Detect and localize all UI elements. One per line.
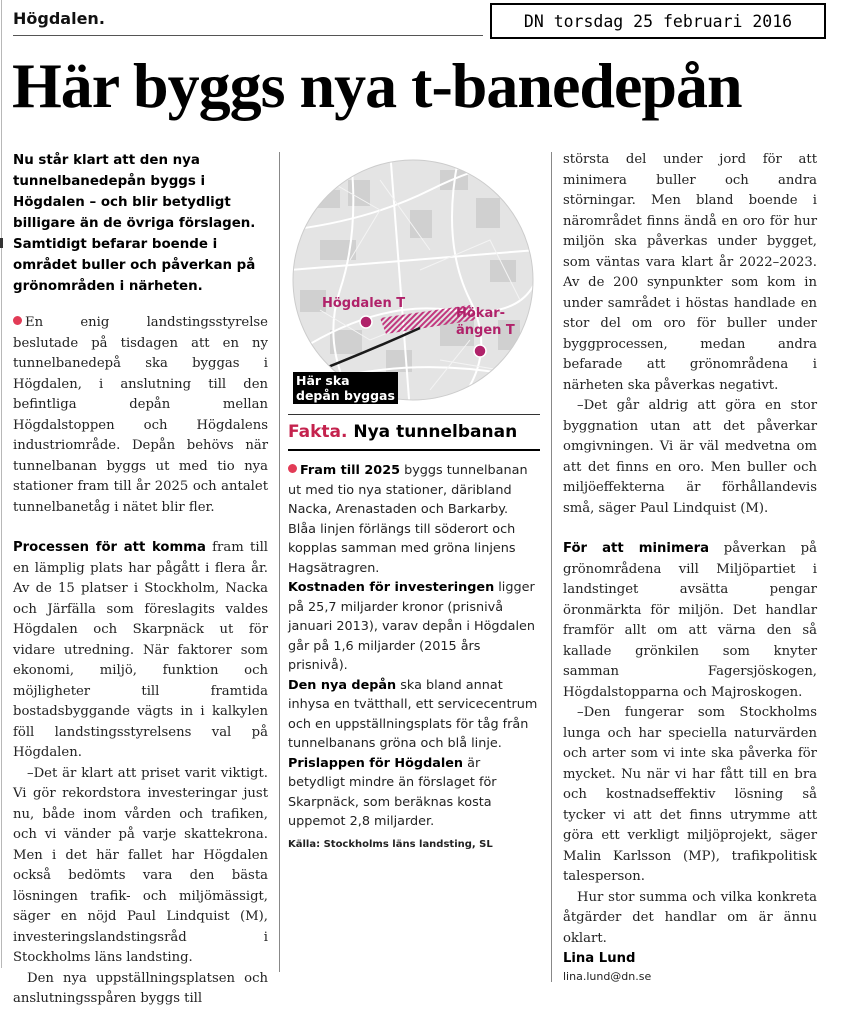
map-label-hokarangen: Hökar- ängen T xyxy=(456,306,515,338)
fakta-heading: Fakta. Nya tunnelbanan xyxy=(288,422,518,442)
bullet-dot-icon xyxy=(288,464,297,473)
article-column-1 xyxy=(13,150,268,1010)
fakta-item: Kostnaden för investeringen ligger på 25,7 miljarder kronor (prisnivå januari 2013), varav depån i Högdalen går på 1,6 miljarder (2015 års prisnivå). xyxy=(288,580,536,673)
dateline-text: DN torsdag 25 februari 2016 xyxy=(523,11,793,31)
article-column-2 xyxy=(288,150,540,852)
headline: Här byggs nya t-banedepån xyxy=(12,50,742,121)
section-label: Högdalen. xyxy=(13,9,105,28)
paragraph-kicker: Processen för att komma xyxy=(13,540,206,555)
quote-paragraph: –Den fungerar som Stockholms lunga och har speciella naturvärden och arter som vi inte ska påverka för mycket. Nu när vi har fått till en bra och kostnadseffektiv lösning så tycker vi att det finns utrymme att göra ett verkligt miljöprojekt, säger Malin Karlsson (MP), trafikpolitisk talesperson. xyxy=(563,705,817,884)
page-edge xyxy=(1,0,2,968)
map-label-hogdalen: Högdalen T xyxy=(322,296,406,311)
body-paragraph: För att minimera påverkan på grönområdena vill Miljöpartiet i landstinget avsätta pengar öronmärkta för miljön. Det handlar framför allt om att värna den så kallade grönkilen som knyter samman Fagersjöskogen, Högdalstopparna och Majroskogen. xyxy=(563,541,817,700)
paragraph-kicker: För att minimera xyxy=(563,541,710,556)
bullet-dot-icon xyxy=(13,316,22,325)
header-rule xyxy=(13,35,483,36)
body-paragraph: Hur stor summa och vilka konkreta åtgärder det handlar om är ännu oklart. xyxy=(563,889,817,946)
fakta-item: Den nya depån ska bland annat inhysa en tvätthall, ett servicecentrum och en uppställningsplats för tåg från tunnelbanans gröna och blå linje. xyxy=(288,677,538,751)
fakta-item: Prislappen för Högdalen är betydligt mindre än förslaget för Skarpnäck, som beräknas kosta uppemot 2,8 miljarder. xyxy=(288,755,497,829)
quote-paragraph: –Det går aldrig att göra en stor byggnation utan att det påverkar omgivningen. Vi är väl medvetna om att det finns en oro. Men buller och miljöeffekterna är förhållandevis små, säger Paul Lindquist (M). xyxy=(563,398,817,516)
fakta-box xyxy=(288,461,540,852)
article-column-3 xyxy=(563,150,817,986)
map-callout: Här ska depån byggas xyxy=(293,372,398,404)
column-divider-1 xyxy=(279,152,280,972)
locator-map xyxy=(290,150,536,412)
body-paragraph: Den nya uppställningsplatsen och anslutningsspåren byggs till xyxy=(13,970,268,1006)
fakta-rule xyxy=(288,414,540,415)
fakta-rule-thick xyxy=(288,449,540,451)
body-paragraph: En enig landstingsstyrelse beslutade på tisdagen att en ny tunnelbanedepå ska byggas i Högdalen, i anslutning till den befintliga depån mellan Högdalstoppen och Högdalens industriområde. Depån behövs när tunnelbanan byggs ut med tio nya stationer fram till år 2025 och antalet tunnelbanetåg i nätet blir fler. xyxy=(13,315,268,515)
body-paragraph: Processen för att komma fram till en lämplig plats har pågått i flera år. Av de 15 platser i Stockholm, Nacka och Järfälla som föreslagits valdes Högdalen och Skarpnäck ut för vidare utredning. När faktorer som ekonomi, miljö, funktion och möjligheter till framtida bostadsbyggande vägts in i kalkylen föll landstingsstyrelsens val på Högdalen. xyxy=(13,540,269,760)
column-divider-2 xyxy=(551,152,552,982)
byline-email[interactable]: lina.lund@dn.se xyxy=(563,970,652,983)
lead-paragraph: Nu står klart att den nya tunnelbanedepån byggs i Högdalen – och blir betydligt billigare än de övriga förslagen. Samtidigt befarar boende i området buller och påverkan på grönområden i närheten. xyxy=(13,153,256,294)
fakta-source: Källa: Stockholms läns landsting, SL xyxy=(288,838,493,850)
byline-name: Lina Lund xyxy=(563,951,636,966)
dateline-box xyxy=(490,3,826,39)
quote-paragraph: –Det är klart att priset varit viktigt. Vi gör rekordstora investeringar just nu, både inom vården och trafiken, och vi vänder på varje skattekrona. Men i det här fallet har Högdalen också bedömts vara den bästa lösningen trafik- och miljömässigt, säger en nöjd Paul Lindquist (M), investeringslandstingsråd i Stockholms läns landsting. xyxy=(13,765,268,965)
fakta-label: Fakta. xyxy=(288,422,348,442)
fakta-item: Fram till 2025 byggs tunnelbanan ut med tio nya stationer, däribland Nacka, Arenastaden och Barkarby. Blåa linjen förlängs till söderort och kopplas samman med gröna linjens Hagsätragren. xyxy=(288,463,528,576)
page-edge-mark xyxy=(0,238,3,248)
body-paragraph: största del under jord för att minimera buller och andra störningar. Men bland boende i närområdet finns ändå en oro för hur miljön ska påverkas under bygget, som väntas vara klart år 2022–2023. Av de 200 synpunkter som kom in under samrådet i höstas handlade en stor del om oro för buller under byggprocessen, medan andra befarade att grönområdena i närheten ska påverkas negativt. xyxy=(563,152,817,393)
